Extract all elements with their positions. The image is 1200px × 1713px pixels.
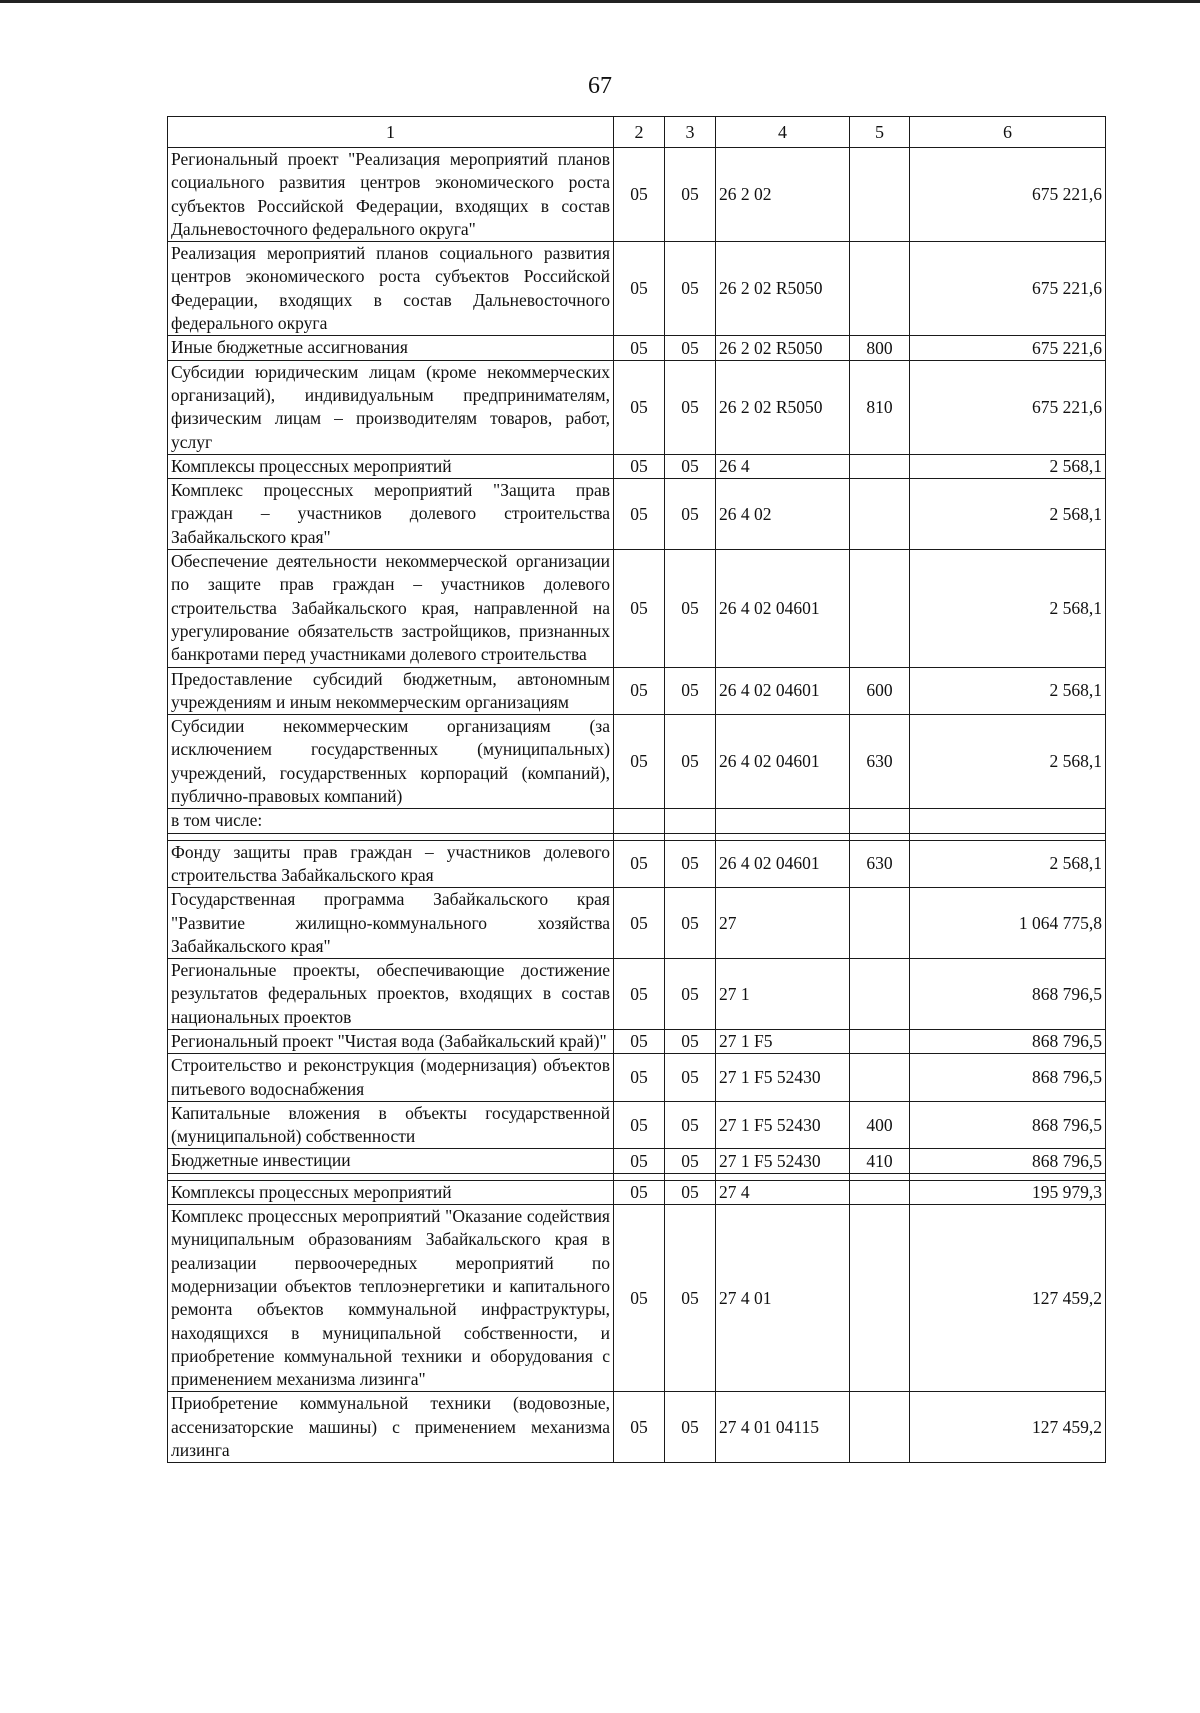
row-target-code: 27 4 01 — [716, 1205, 850, 1392]
row-amount: 127 459,2 — [910, 1392, 1106, 1463]
spacer-cell — [850, 833, 910, 840]
row-target-code: 27 4 — [716, 1180, 850, 1204]
row-subsection: 05 — [665, 242, 716, 336]
row-subsection: 05 — [665, 336, 716, 360]
row-target-code: 27 1 F5 — [716, 1029, 850, 1053]
row-description: Обеспечение деятельности некоммерческой организации по защите прав граждан – участников долевого строительства Забайкальского края, направленной на урегулирование обязательств застройщиков, признанных банкротами перед участниками долевого строительства — [168, 550, 614, 667]
row-section: 05 — [614, 550, 665, 667]
row-section: 05 — [614, 454, 665, 478]
table-row — [168, 479, 1106, 550]
table-row — [168, 454, 1106, 478]
row-amount: 868 796,5 — [910, 1149, 1106, 1173]
table-row — [168, 1392, 1106, 1463]
table-row — [168, 1149, 1106, 1173]
row-amount: 675 221,6 — [910, 148, 1106, 242]
header-col-6: 6 — [910, 117, 1106, 148]
row-amount: 2 568,1 — [910, 840, 1106, 888]
row-description: Комплексы процессных мероприятий — [168, 454, 614, 478]
row-subsection: 05 — [665, 888, 716, 959]
row-amount: 868 796,5 — [910, 959, 1106, 1030]
spacer-cell — [716, 1173, 850, 1180]
spacer-cell — [665, 833, 716, 840]
row-description: Бюджетные инвестиции — [168, 1149, 614, 1173]
table-row — [168, 1054, 1106, 1102]
row-amount: 195 979,3 — [910, 1180, 1106, 1204]
budget-table — [167, 116, 1106, 1463]
row-description: Комплекс процессных мероприятий "Оказание содействия муниципальным образованиям Забайкальского края в реализации первоочередных мероприятий по модернизации объектов теплоэнергетики и капитального ремонта объектов коммунальной инфраструктуры, находящихся в муниципальной собственности, и приобретение коммунальной техники и оборудования с применением механизма лизинга" — [168, 1205, 614, 1392]
row-section: 05 — [614, 1392, 665, 1463]
row-amount: 1 064 775,8 — [910, 888, 1106, 959]
row-section: 05 — [614, 840, 665, 888]
row-section — [614, 809, 665, 833]
row-section: 05 — [614, 336, 665, 360]
row-amount: 127 459,2 — [910, 1205, 1106, 1392]
header-col-3: 3 — [665, 117, 716, 148]
table-row — [168, 242, 1106, 336]
row-amount: 2 568,1 — [910, 454, 1106, 478]
row-target-code — [716, 809, 850, 833]
row-description: в том числе: — [168, 809, 614, 833]
row-target-code: 26 2 02 R5050 — [716, 336, 850, 360]
row-subsection: 05 — [665, 959, 716, 1030]
row-section: 05 — [614, 667, 665, 715]
table-row — [168, 667, 1106, 715]
table-row — [168, 336, 1106, 360]
table-spacer-row — [168, 833, 1106, 840]
table-row — [168, 888, 1106, 959]
table-row — [168, 840, 1106, 888]
table-row — [168, 809, 1106, 833]
row-section: 05 — [614, 1205, 665, 1392]
row-expense-type — [850, 550, 910, 667]
row-expense-type: 600 — [850, 667, 910, 715]
row-description: Предоставление субсидий бюджетным, автономным учреждениям и иным некоммерческим организациям — [168, 667, 614, 715]
row-description: Строительство и реконструкция (модернизация) объектов питьевого водоснабжения — [168, 1054, 614, 1102]
row-target-code: 27 1 F5 52430 — [716, 1149, 850, 1173]
table-row — [168, 1029, 1106, 1053]
row-subsection: 05 — [665, 550, 716, 667]
row-target-code: 27 — [716, 888, 850, 959]
table-row — [168, 1205, 1106, 1392]
row-subsection: 05 — [665, 454, 716, 478]
row-description: Фонду защиты прав граждан – участников долевого строительства Забайкальского края — [168, 840, 614, 888]
row-subsection: 05 — [665, 715, 716, 809]
row-amount: 675 221,6 — [910, 336, 1106, 360]
header-col-2: 2 — [614, 117, 665, 148]
row-amount: 675 221,6 — [910, 242, 1106, 336]
row-description: Капитальные вложения в объекты государственной (муниципальной) собственности — [168, 1101, 614, 1149]
row-subsection: 05 — [665, 1205, 716, 1392]
row-expense-type: 400 — [850, 1101, 910, 1149]
row-section: 05 — [614, 715, 665, 809]
header-col-1: 1 — [168, 117, 614, 148]
row-target-code: 26 2 02 R5050 — [716, 242, 850, 336]
spacer-cell — [168, 1173, 614, 1180]
row-description: Субсидии некоммерческим организациям (за исключением государственных (муниципальных) учреждений, государственных корпораций (компаний), публично-правовых компаний) — [168, 715, 614, 809]
row-amount: 675 221,6 — [910, 360, 1106, 454]
row-target-code: 26 4 — [716, 454, 850, 478]
row-amount: 868 796,5 — [910, 1029, 1106, 1053]
row-target-code: 26 4 02 04601 — [716, 715, 850, 809]
row-expense-type: 630 — [850, 840, 910, 888]
row-subsection: 05 — [665, 1054, 716, 1102]
row-expense-type — [850, 888, 910, 959]
row-amount: 2 568,1 — [910, 667, 1106, 715]
spacer-cell — [716, 833, 850, 840]
row-expense-type — [850, 1029, 910, 1053]
table-body — [168, 148, 1106, 1463]
table-spacer-row — [168, 1173, 1106, 1180]
spacer-cell — [910, 833, 1106, 840]
table-row — [168, 959, 1106, 1030]
row-expense-type — [850, 1205, 910, 1392]
row-expense-type — [850, 809, 910, 833]
row-description: Государственная программа Забайкальского края "Развитие жилищно-коммунального хозяйства Забайкальского края" — [168, 888, 614, 959]
table-row — [168, 1101, 1106, 1149]
row-section: 05 — [614, 1101, 665, 1149]
spacer-cell — [910, 1173, 1106, 1180]
table-row — [168, 715, 1106, 809]
page-number: 67 — [588, 73, 612, 99]
row-expense-type — [850, 1054, 910, 1102]
row-target-code: 26 2 02 R5050 — [716, 360, 850, 454]
row-subsection: 05 — [665, 148, 716, 242]
row-subsection: 05 — [665, 840, 716, 888]
row-section: 05 — [614, 959, 665, 1030]
row-section: 05 — [614, 242, 665, 336]
row-expense-type: 800 — [850, 336, 910, 360]
header-col-5: 5 — [850, 117, 910, 148]
row-expense-type — [850, 959, 910, 1030]
row-expense-type — [850, 1180, 910, 1204]
row-description: Приобретение коммунальной техники (водовозные, ассенизаторские машины) с применением механизма лизинга — [168, 1392, 614, 1463]
row-target-code: 27 4 01 04115 — [716, 1392, 850, 1463]
row-amount: 868 796,5 — [910, 1054, 1106, 1102]
row-expense-type — [850, 242, 910, 336]
row-description: Реализация мероприятий планов социального развития центров экономического роста субъектов Российской Федерации, входящих в состав Дальневосточного федерального округа — [168, 242, 614, 336]
row-target-code: 26 2 02 — [716, 148, 850, 242]
row-subsection: 05 — [665, 1029, 716, 1053]
table-row — [168, 148, 1106, 242]
row-subsection: 05 — [665, 1180, 716, 1204]
row-section: 05 — [614, 1149, 665, 1173]
row-section: 05 — [614, 1180, 665, 1204]
row-description: Региональный проект "Чистая вода (Забайкальский край)" — [168, 1029, 614, 1053]
row-amount: 2 568,1 — [910, 479, 1106, 550]
row-target-code: 26 4 02 — [716, 479, 850, 550]
row-section: 05 — [614, 1029, 665, 1053]
spacer-cell — [665, 1173, 716, 1180]
row-target-code: 26 4 02 04601 — [716, 667, 850, 715]
row-description: Субсидии юридическим лицам (кроме некоммерческих организаций), индивидуальным предпринимателям, физическим лицам – производителям товаров, работ, услуг — [168, 360, 614, 454]
row-section: 05 — [614, 1054, 665, 1102]
row-target-code: 26 4 02 04601 — [716, 840, 850, 888]
table-row — [168, 550, 1106, 667]
row-description: Региональный проект "Реализация мероприятий планов социального развития центров экономического роста субъектов Российской Федерации, входящих в состав Дальневосточного федерального округа" — [168, 148, 614, 242]
row-description: Комплекс процессных мероприятий "Защита прав граждан – участников долевого строительства Забайкальского края" — [168, 479, 614, 550]
row-section: 05 — [614, 148, 665, 242]
spacer-cell — [614, 833, 665, 840]
top-border-line — [0, 0, 1200, 3]
row-target-code: 26 4 02 04601 — [716, 550, 850, 667]
row-expense-type — [850, 454, 910, 478]
row-description: Комплексы процессных мероприятий — [168, 1180, 614, 1204]
row-target-code: 27 1 F5 52430 — [716, 1054, 850, 1102]
spacer-cell — [168, 833, 614, 840]
row-subsection: 05 — [665, 1392, 716, 1463]
table-row — [168, 1180, 1106, 1204]
row-subsection: 05 — [665, 479, 716, 550]
row-target-code: 27 1 — [716, 959, 850, 1030]
spacer-cell — [850, 1173, 910, 1180]
row-amount: 2 568,1 — [910, 550, 1106, 667]
row-subsection — [665, 809, 716, 833]
row-expense-type — [850, 148, 910, 242]
row-amount — [910, 809, 1106, 833]
row-amount: 868 796,5 — [910, 1101, 1106, 1149]
row-description: Иные бюджетные ассигнования — [168, 336, 614, 360]
row-expense-type: 410 — [850, 1149, 910, 1173]
row-subsection: 05 — [665, 360, 716, 454]
header-col-4: 4 — [716, 117, 850, 148]
row-section: 05 — [614, 479, 665, 550]
row-subsection: 05 — [665, 1101, 716, 1149]
row-subsection: 05 — [665, 667, 716, 715]
table-row — [168, 360, 1106, 454]
row-description: Региональные проекты, обеспечивающие достижение результатов федеральных проектов, входящих в состав национальных проектов — [168, 959, 614, 1030]
row-expense-type — [850, 479, 910, 550]
row-amount: 2 568,1 — [910, 715, 1106, 809]
row-section: 05 — [614, 888, 665, 959]
row-subsection: 05 — [665, 1149, 716, 1173]
row-expense-type — [850, 1392, 910, 1463]
row-section: 05 — [614, 360, 665, 454]
row-expense-type: 810 — [850, 360, 910, 454]
row-target-code: 27 1 F5 52430 — [716, 1101, 850, 1149]
table-header-row — [168, 117, 1106, 148]
spacer-cell — [614, 1173, 665, 1180]
row-expense-type: 630 — [850, 715, 910, 809]
